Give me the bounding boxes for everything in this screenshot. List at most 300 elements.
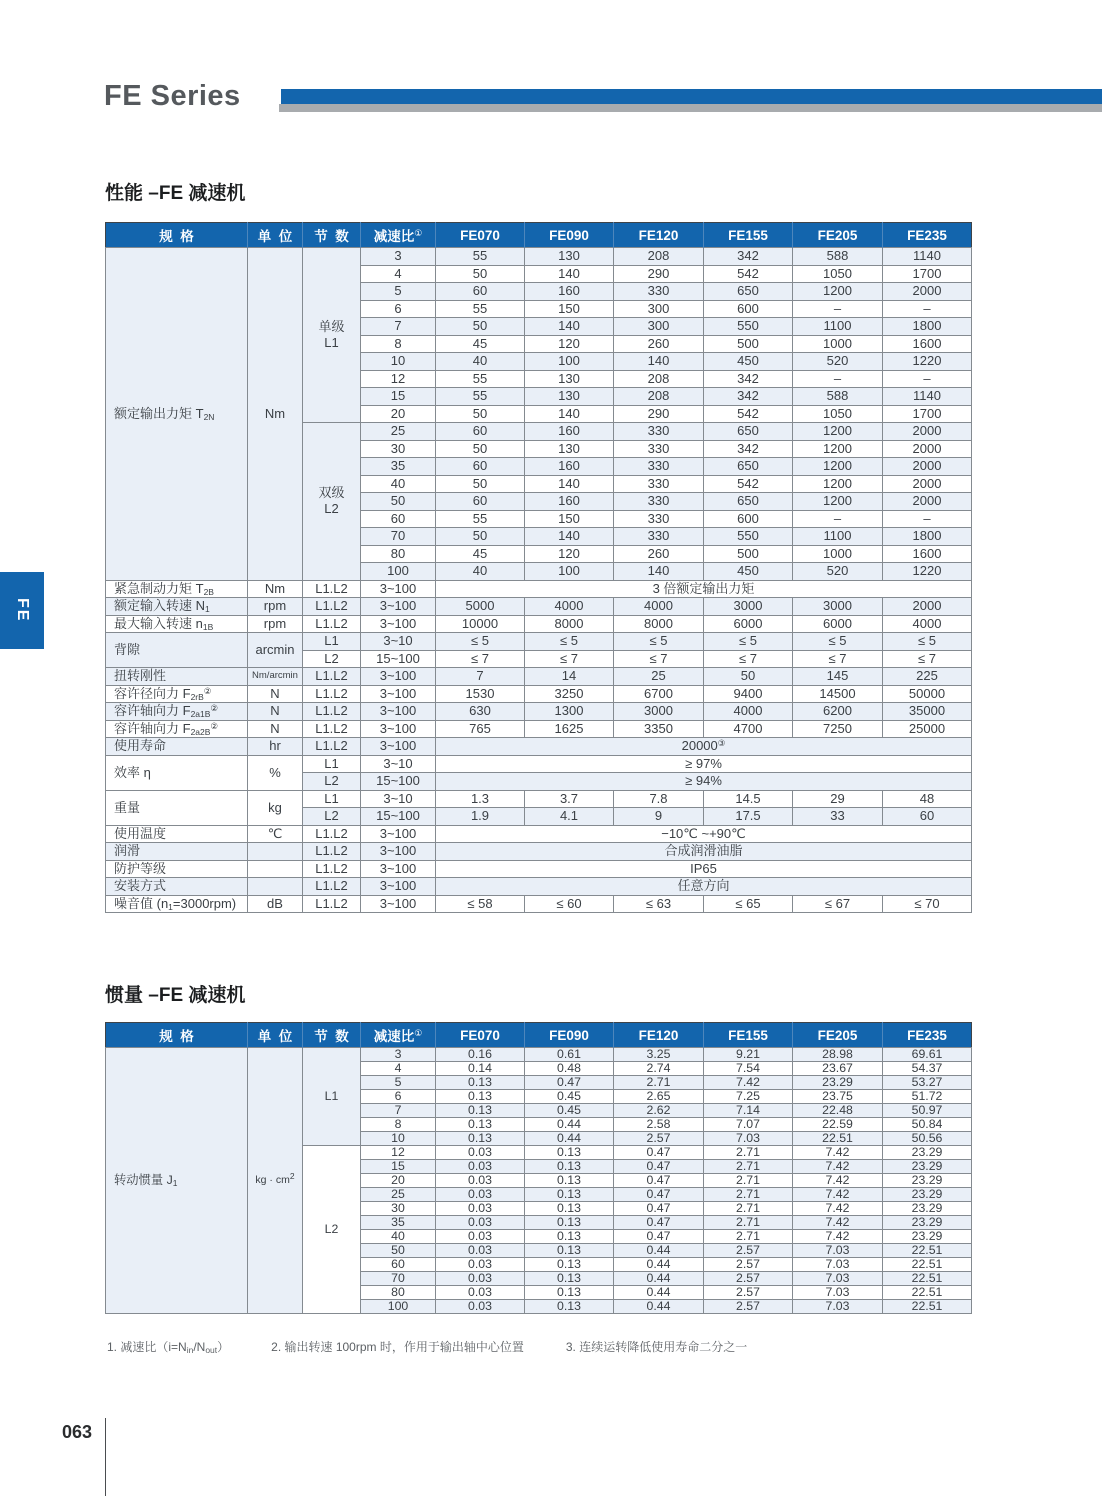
column-header: FE235 — [883, 223, 972, 248]
value-cell: 0.61 — [525, 1048, 614, 1062]
inertia-table-header — [106, 1023, 972, 1048]
value-cell: 2000 — [883, 423, 972, 441]
value-cell: 50.97 — [883, 1104, 972, 1118]
stage-cell: L1 — [303, 755, 361, 773]
header-row — [106, 223, 972, 248]
table-row — [106, 685, 972, 703]
ratio-cell: 3~100 — [361, 720, 436, 738]
value-cell: 650 — [704, 493, 793, 511]
value-cell: 0.47 — [614, 1216, 704, 1230]
value-cell: 140 — [525, 265, 614, 283]
value-cell: 330 — [614, 493, 704, 511]
value-cell: 55 — [436, 388, 525, 406]
value-cell: 0.16 — [436, 1048, 525, 1062]
value-cell: 208 — [614, 388, 704, 406]
value-cell: 4.1 — [525, 808, 614, 826]
value-cell: 22.51 — [883, 1286, 972, 1300]
value-cell: 650 — [704, 283, 793, 301]
value-cell: 330 — [614, 423, 704, 441]
unit-cell: Nm — [248, 248, 303, 581]
page-number: 063 — [62, 1422, 93, 1442]
value-cell: 23.75 — [793, 1090, 883, 1104]
value-cell: – — [883, 370, 972, 388]
value-cell: 2000 — [883, 440, 972, 458]
value-cell: 500 — [704, 545, 793, 563]
ratio-cell: 35 — [361, 1216, 436, 1230]
value-cell: ≤ 67 — [793, 895, 883, 913]
value-cell: 1200 — [793, 458, 883, 476]
value-cell: 0.03 — [436, 1230, 525, 1244]
ratio-cell: 20 — [361, 1174, 436, 1188]
value-cell: 4000 — [525, 598, 614, 616]
value-cell: 550 — [704, 318, 793, 336]
column-header: 减速比① — [361, 1023, 436, 1048]
ratio-cell: 6 — [361, 1090, 436, 1104]
value-cell: 6700 — [614, 685, 704, 703]
value-cell: 130 — [525, 248, 614, 266]
value-cell: 130 — [525, 388, 614, 406]
unit-cell: N — [248, 685, 303, 703]
value-cell: 342 — [704, 248, 793, 266]
value-cell: ≤ 65 — [704, 895, 793, 913]
stage-cell: L2 — [303, 650, 361, 668]
value-cell: 2.71 — [704, 1174, 793, 1188]
stage-cell: L1 — [303, 790, 361, 808]
ratio-cell: 100 — [361, 563, 436, 581]
value-cell: 7.03 — [704, 1132, 793, 1146]
stage-cell: L1.L2 — [303, 895, 361, 913]
value-cell: 22.51 — [883, 1272, 972, 1286]
value-cell: 0.47 — [614, 1188, 704, 1202]
value-cell: 6200 — [793, 703, 883, 721]
value-cell: 0.03 — [436, 1174, 525, 1188]
column-header: FE235 — [883, 1023, 972, 1048]
value-cell: 60 — [436, 283, 525, 301]
row-label: 容许轴向力 $F_{2a1B}^②$ — [106, 703, 248, 721]
unit-cell: hr — [248, 738, 303, 756]
value-cell: 2.57 — [704, 1258, 793, 1272]
column-header: FE205 — [793, 1023, 883, 1048]
value-cell: 0.13 — [436, 1132, 525, 1146]
stage-cell: L1 — [303, 1048, 361, 1146]
value-cell: 7.42 — [704, 1076, 793, 1090]
value-cell: 69.61 — [883, 1048, 972, 1062]
value-cell: 0.13 — [525, 1160, 614, 1174]
ratio-cell: 60 — [361, 1258, 436, 1272]
value-cell: – — [793, 370, 883, 388]
span-value-cell: ≥ 97% — [436, 755, 972, 773]
value-cell: 7.03 — [793, 1244, 883, 1258]
value-cell: 1200 — [793, 440, 883, 458]
ratio-cell: 80 — [361, 545, 436, 563]
value-cell: 0.48 — [525, 1062, 614, 1076]
value-cell: 145 — [793, 668, 883, 686]
performance-table — [105, 222, 972, 913]
value-cell: 14.5 — [704, 790, 793, 808]
value-cell: 7.03 — [793, 1272, 883, 1286]
value-cell: 0.03 — [436, 1146, 525, 1160]
value-cell: 0.13 — [525, 1244, 614, 1258]
value-cell: 7.54 — [704, 1062, 793, 1076]
value-cell: 22.51 — [883, 1300, 972, 1314]
ratio-cell: 3~100 — [361, 685, 436, 703]
value-cell: ≤ 5 — [883, 633, 972, 651]
value-cell: 140 — [525, 528, 614, 546]
value-cell: ≤ 5 — [614, 633, 704, 651]
value-cell: 1200 — [793, 423, 883, 441]
value-cell: 0.47 — [614, 1174, 704, 1188]
value-cell: 150 — [525, 300, 614, 318]
value-cell: 100 — [525, 353, 614, 371]
stage-cell: L1.L2 — [303, 843, 361, 861]
value-cell: 1220 — [883, 353, 972, 371]
value-cell: 7250 — [793, 720, 883, 738]
value-cell: 0.47 — [614, 1160, 704, 1174]
stage-cell: L2 — [303, 773, 361, 791]
value-cell: 48 — [883, 790, 972, 808]
ratio-cell: 3~100 — [361, 615, 436, 633]
value-cell: 7.42 — [793, 1202, 883, 1216]
column-header: 规 格 — [106, 1023, 248, 1048]
unit-cell — [248, 878, 303, 896]
table-row — [106, 755, 972, 773]
value-cell: 650 — [704, 423, 793, 441]
value-cell: 1050 — [793, 265, 883, 283]
value-cell: 45 — [436, 545, 525, 563]
value-cell: 542 — [704, 265, 793, 283]
value-cell: 0.13 — [525, 1216, 614, 1230]
ratio-cell: 12 — [361, 1146, 436, 1160]
value-cell: 1000 — [793, 545, 883, 563]
value-cell: ≤ 5 — [525, 633, 614, 651]
ratio-cell: 50 — [361, 493, 436, 511]
value-cell: 1700 — [883, 405, 972, 423]
value-cell: 2.71 — [704, 1188, 793, 1202]
ratio-cell: 8 — [361, 335, 436, 353]
value-cell: 17.5 — [704, 808, 793, 826]
table-row — [106, 738, 972, 756]
value-cell: 150 — [525, 510, 614, 528]
value-cell: 0.13 — [525, 1258, 614, 1272]
value-cell: 2.71 — [704, 1146, 793, 1160]
stage-cell: L1.L2 — [303, 825, 361, 843]
ratio-cell: 10 — [361, 1132, 436, 1146]
value-cell: 6000 — [704, 615, 793, 633]
ratio-cell: 3~10 — [361, 755, 436, 773]
value-cell: 9400 — [704, 685, 793, 703]
value-cell: 0.03 — [436, 1244, 525, 1258]
unit-cell: arcmin — [248, 633, 303, 668]
unit-cell: N — [248, 703, 303, 721]
value-cell: 7.07 — [704, 1118, 793, 1132]
ratio-cell: 60 — [361, 510, 436, 528]
value-cell: 342 — [704, 370, 793, 388]
value-cell: 130 — [525, 370, 614, 388]
ratio-cell: 3~100 — [361, 878, 436, 896]
value-cell: – — [793, 300, 883, 318]
unit-cell — [248, 843, 303, 861]
value-cell: 0.45 — [525, 1090, 614, 1104]
value-cell: 50.84 — [883, 1118, 972, 1132]
ratio-cell: 3~100 — [361, 668, 436, 686]
ratio-cell: 3~100 — [361, 843, 436, 861]
value-cell: 60 — [436, 423, 525, 441]
value-cell: 2.57 — [704, 1300, 793, 1314]
value-cell: 3000 — [704, 598, 793, 616]
value-cell: ≤ 7 — [793, 650, 883, 668]
value-cell: 35000 — [883, 703, 972, 721]
unit-cell: Nm — [248, 580, 303, 598]
value-cell: 2000 — [883, 283, 972, 301]
value-cell: 22.48 — [793, 1104, 883, 1118]
span-value-cell: ≥ 94% — [436, 773, 972, 791]
value-cell: 260 — [614, 545, 704, 563]
value-cell: ≤ 7 — [436, 650, 525, 668]
ratio-cell: 70 — [361, 528, 436, 546]
value-cell: 330 — [614, 283, 704, 301]
stage-cell: L1.L2 — [303, 703, 361, 721]
value-cell: 5000 — [436, 598, 525, 616]
value-cell: 25000 — [883, 720, 972, 738]
table-row — [106, 668, 972, 686]
value-cell: 0.47 — [525, 1076, 614, 1090]
value-cell: ≤ 63 — [614, 895, 704, 913]
value-cell: 1300 — [525, 703, 614, 721]
column-header: FE090 — [525, 223, 614, 248]
value-cell: 160 — [525, 423, 614, 441]
ratio-cell: 25 — [361, 423, 436, 441]
unit-cell: rpm — [248, 598, 303, 616]
value-cell: 7.8 — [614, 790, 704, 808]
table-row — [106, 248, 972, 266]
value-cell: 7.42 — [793, 1160, 883, 1174]
value-cell: 2.57 — [704, 1272, 793, 1286]
value-cell: 0.03 — [436, 1216, 525, 1230]
table-row — [106, 598, 972, 616]
table-row — [106, 825, 972, 843]
span-value-cell: 合成润滑油脂 — [436, 843, 972, 861]
value-cell: 342 — [704, 440, 793, 458]
value-cell: 40 — [436, 563, 525, 581]
value-cell: 1140 — [883, 388, 972, 406]
value-cell: 1140 — [883, 248, 972, 266]
value-cell: 300 — [614, 318, 704, 336]
value-cell: 0.13 — [525, 1174, 614, 1188]
ratio-cell: 3~100 — [361, 895, 436, 913]
value-cell: 45 — [436, 335, 525, 353]
value-cell: 22.51 — [883, 1244, 972, 1258]
row-label: 紧急制动力矩 $T_{2B}$ — [106, 580, 248, 598]
table-row — [106, 895, 972, 913]
value-cell: 55 — [436, 510, 525, 528]
value-cell: 225 — [883, 668, 972, 686]
table-row — [106, 580, 972, 598]
ratio-cell: 40 — [361, 475, 436, 493]
value-cell: 7.14 — [704, 1104, 793, 1118]
column-header: FE205 — [793, 223, 883, 248]
value-cell: 55 — [436, 248, 525, 266]
stage-cell: L2 — [303, 808, 361, 826]
ratio-cell: 15~100 — [361, 808, 436, 826]
value-cell: 1600 — [883, 335, 972, 353]
value-cell: 0.14 — [436, 1062, 525, 1076]
ratio-cell: 25 — [361, 1188, 436, 1202]
value-cell: 3000 — [614, 703, 704, 721]
value-cell: 40 — [436, 353, 525, 371]
value-cell: 4000 — [883, 615, 972, 633]
stage-cell: L1.L2 — [303, 580, 361, 598]
ratio-cell: 3 — [361, 248, 436, 266]
footnote: 1. 减速比$(i=N_{in}/N_{out})$ — [107, 1340, 230, 1355]
value-cell: – — [793, 510, 883, 528]
value-cell: 9.21 — [704, 1048, 793, 1062]
value-cell: 23.29 — [883, 1216, 972, 1230]
value-cell: 8000 — [525, 615, 614, 633]
stage-cell: L1.L2 — [303, 738, 361, 756]
ratio-cell: 3~100 — [361, 825, 436, 843]
value-cell: 8000 — [614, 615, 704, 633]
row-label: 额定输入转速 $N_1$ — [106, 598, 248, 616]
row-label: 容许径向力 $F_{2rB}^②$ — [106, 685, 248, 703]
ratio-cell: 3~10 — [361, 790, 436, 808]
value-cell: 2.74 — [614, 1062, 704, 1076]
value-cell: 330 — [614, 528, 704, 546]
side-tab-fe: FE — [0, 572, 44, 649]
value-cell: 140 — [614, 563, 704, 581]
value-cell: ≤ 70 — [883, 895, 972, 913]
value-cell: 2.71 — [704, 1230, 793, 1244]
table-row — [106, 615, 972, 633]
value-cell: 0.44 — [614, 1300, 704, 1314]
ratio-cell: 15~100 — [361, 773, 436, 791]
unit-cell: kg · $cm^2$ — [248, 1048, 303, 1314]
ratio-cell: 7 — [361, 1104, 436, 1118]
table-row — [106, 703, 972, 721]
column-header: FE120 — [614, 1023, 704, 1048]
column-header: FE155 — [704, 223, 793, 248]
value-cell: 1.9 — [436, 808, 525, 826]
value-cell: 7.42 — [793, 1188, 883, 1202]
value-cell: 55 — [436, 300, 525, 318]
column-header: FE155 — [704, 1023, 793, 1048]
value-cell: 2.58 — [614, 1118, 704, 1132]
row-label: 额定输出力矩 $T_{2N}$ — [106, 248, 248, 581]
ratio-cell: 3~10 — [361, 633, 436, 651]
value-cell: 1050 — [793, 405, 883, 423]
value-cell: 7.42 — [793, 1146, 883, 1160]
ratio-cell: 5 — [361, 283, 436, 301]
stage-cell: 双级 L2 — [303, 423, 361, 581]
column-header: FE090 — [525, 1023, 614, 1048]
value-cell: 1600 — [883, 545, 972, 563]
table-row — [106, 843, 972, 861]
ratio-cell: 3~100 — [361, 703, 436, 721]
value-cell: 14 — [525, 668, 614, 686]
span-value-cell: IP65 — [436, 860, 972, 878]
value-cell: 29 — [793, 790, 883, 808]
ratio-cell: 15 — [361, 1160, 436, 1174]
value-cell: 3350 — [614, 720, 704, 738]
value-cell: 0.13 — [525, 1286, 614, 1300]
value-cell: 2000 — [883, 458, 972, 476]
value-cell: 9 — [614, 808, 704, 826]
value-cell: 7.03 — [793, 1286, 883, 1300]
stage-cell: L1.L2 — [303, 615, 361, 633]
value-cell: 0.44 — [525, 1132, 614, 1146]
stage-cell: L1 — [303, 633, 361, 651]
value-cell: 100 — [525, 563, 614, 581]
value-cell: ≤ 60 — [525, 895, 614, 913]
value-cell: 208 — [614, 370, 704, 388]
value-cell: 51.72 — [883, 1090, 972, 1104]
value-cell: 0.13 — [436, 1090, 525, 1104]
value-cell: 650 — [704, 458, 793, 476]
value-cell: 0.03 — [436, 1202, 525, 1216]
value-cell: 0.13 — [436, 1076, 525, 1090]
value-cell: 330 — [614, 510, 704, 528]
value-cell: 542 — [704, 405, 793, 423]
value-cell: 542 — [704, 475, 793, 493]
value-cell: 23.29 — [883, 1160, 972, 1174]
value-cell: 7.03 — [793, 1258, 883, 1272]
value-cell: 330 — [614, 458, 704, 476]
value-cell: 2.71 — [704, 1216, 793, 1230]
value-cell: 50 — [436, 265, 525, 283]
value-cell: 2000 — [883, 493, 972, 511]
value-cell: 1625 — [525, 720, 614, 738]
value-cell: 23.29 — [883, 1188, 972, 1202]
value-cell: 22.51 — [793, 1132, 883, 1146]
column-header: FE070 — [436, 223, 525, 248]
value-cell: 600 — [704, 510, 793, 528]
value-cell: 50 — [704, 668, 793, 686]
row-label: 背隙 — [106, 633, 248, 668]
ratio-cell: 30 — [361, 1202, 436, 1216]
unit-cell: rpm — [248, 615, 303, 633]
ratio-cell: 20 — [361, 405, 436, 423]
stage-cell: L1.L2 — [303, 860, 361, 878]
table-row — [106, 633, 972, 651]
value-cell: 0.13 — [525, 1230, 614, 1244]
value-cell: 60 — [436, 458, 525, 476]
value-cell: 588 — [793, 388, 883, 406]
value-cell: 0.47 — [614, 1202, 704, 1216]
unit-cell: Nm/arcmin — [248, 668, 303, 686]
header-gray-bar — [279, 104, 1102, 112]
value-cell: 260 — [614, 335, 704, 353]
value-cell: 1530 — [436, 685, 525, 703]
stage-cell: L1.L2 — [303, 598, 361, 616]
value-cell: 22.59 — [793, 1118, 883, 1132]
value-cell: 7.42 — [793, 1174, 883, 1188]
value-cell: ≤ 7 — [883, 650, 972, 668]
ratio-cell: 3~100 — [361, 860, 436, 878]
value-cell: 10000 — [436, 615, 525, 633]
value-cell: 50 — [436, 318, 525, 336]
stage-cell: 单级 L1 — [303, 248, 361, 423]
value-cell: ≤ 5 — [793, 633, 883, 651]
ratio-cell: 4 — [361, 265, 436, 283]
unit-cell — [248, 860, 303, 878]
ratio-cell: 80 — [361, 1286, 436, 1300]
value-cell: 0.13 — [525, 1202, 614, 1216]
inertia-table-body — [106, 1048, 972, 1314]
value-cell: 4000 — [614, 598, 704, 616]
value-cell: 60 — [883, 808, 972, 826]
performance-table-header — [106, 223, 972, 248]
unit-cell: N — [248, 720, 303, 738]
value-cell: 53.27 — [883, 1076, 972, 1090]
